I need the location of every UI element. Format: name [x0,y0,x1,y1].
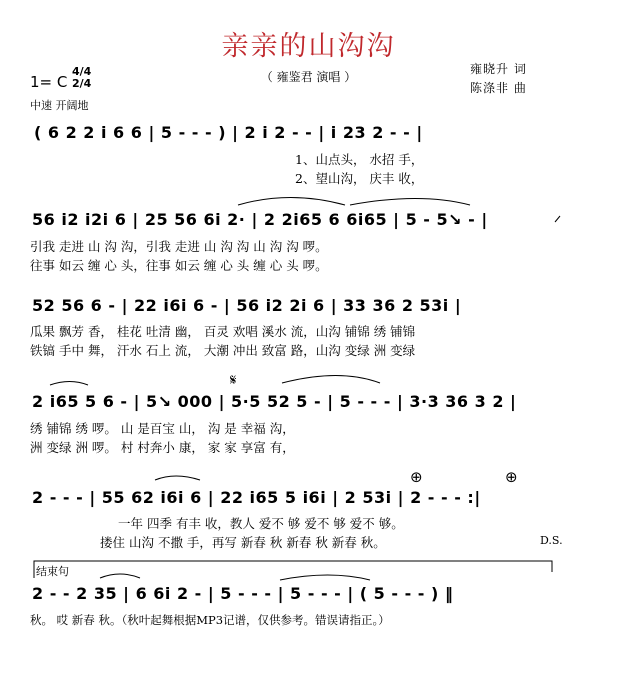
tie-line [555,216,560,222]
composer-credit: 陈涤非 曲 [470,81,527,95]
lyrics-system-5-verse-1: 一年 四季 有丰 收，教人 爱不 够 爱不 够 爱不 够。 [118,516,404,531]
lyrics-system-4-verse-2: 洲 变绿 洲 啰。 村 村奔小 康， 家 家 享富 有， [30,440,295,455]
lyrics-system-2-verse-2: 往事 如云 缠 心 头，往事 如云 缠 心 头 缠 心 头 啰。 [30,258,328,273]
slur-line [282,376,380,384]
notation-system-3: 52 56 6 - | 22 i6i 6 - | 56 i2 2i 6 | 33 36 2 53i | [32,296,462,315]
segno-sign: 𝄋 [230,371,237,389]
coda-sign-2: ⊕ [505,468,518,486]
lyricist-credit: 雍晓升 词 [470,62,527,76]
ending-label: 结束句 [36,565,69,578]
notation-system-5: 2 - - - | 55 62 i6i 6 | 22 i65 5 i6i | 2 53i | 2 - - - :| [32,488,481,507]
slur-line [238,198,345,206]
notation-system-1: ( 6 2 2 i 6 6 | 5 - - - ) | 2 i 2 - - | i 23 2 - - | [34,123,423,142]
lyrics-system-3-verse-2: 铁镐 手中 舞， 汗水 石上 流， 大潮 冲出 致富 路，山沟 变绿 洲 变绿 [30,343,416,358]
time-signature-4-4: 4/4 [72,65,92,78]
lyrics-system-6: 秋。 哎 新春 秋。（秋叶起舞根据MP3记谱，仅供参考。错误请指正。） [30,613,390,627]
tempo-marking: 中速 开阔地 [30,99,89,112]
notation-system-6: 2 - - 2 35 | 6 6i 2 - | 5 - - - | 5 - - - | ( 5 - - - ) ‖ [32,584,454,603]
notation-system-4: 2 i65 5 6 - | 5↘ 000 | 5·5 52 5 - | 5 - - - | 3·3 36 3 2 | [32,392,517,411]
lyrics-system-3-verse-1: 瓜果 飘芳 香， 桂花 吐清 幽， 百灵 欢唱 溪水 流，山沟 铺锦 绣 铺锦 [30,324,416,339]
time-signature-2-4: 2/4 [72,77,92,90]
notation-system-2: 56 i2 i2i 6 | 25 56 6i 2· | 2 2i65 6 6i65 | 5 - 5↘ - | [32,210,488,229]
song-title: 亲亲的山沟沟 [221,31,396,62]
singer-credit: （ 雍鉴君 演唱 ） [260,70,357,84]
lyrics-system-1-verse-2: 2、望山沟， 庆丰 收， [295,171,424,186]
slur-line [100,574,140,578]
key-signature: 1= C [30,73,68,91]
lyrics-system-5-verse-2: 搂住 山沟 不撒 手，再写 新春 秋 新春 秋 新春 秋。 [100,535,386,550]
lyrics-system-2-verse-1: 引我 走进 山 沟 沟，引我 走进 山 沟 沟 山 沟 沟 啰。 [30,239,328,254]
slur-line [350,199,470,206]
slur-line [155,476,200,480]
lyrics-system-1-verse-1: 1、山点头， 水招 手， [295,152,424,167]
lyrics-system-4-verse-1: 绣 铺锦 绣 啰。 山 是百宝 山， 沟 是 幸福 沟， [30,421,295,436]
coda-sign-1: ⊕ [410,468,423,486]
slur-line [280,575,370,580]
dal-segno-marking: D.S. [540,534,563,547]
ending-bracket [34,561,552,578]
slur-line [50,382,88,386]
